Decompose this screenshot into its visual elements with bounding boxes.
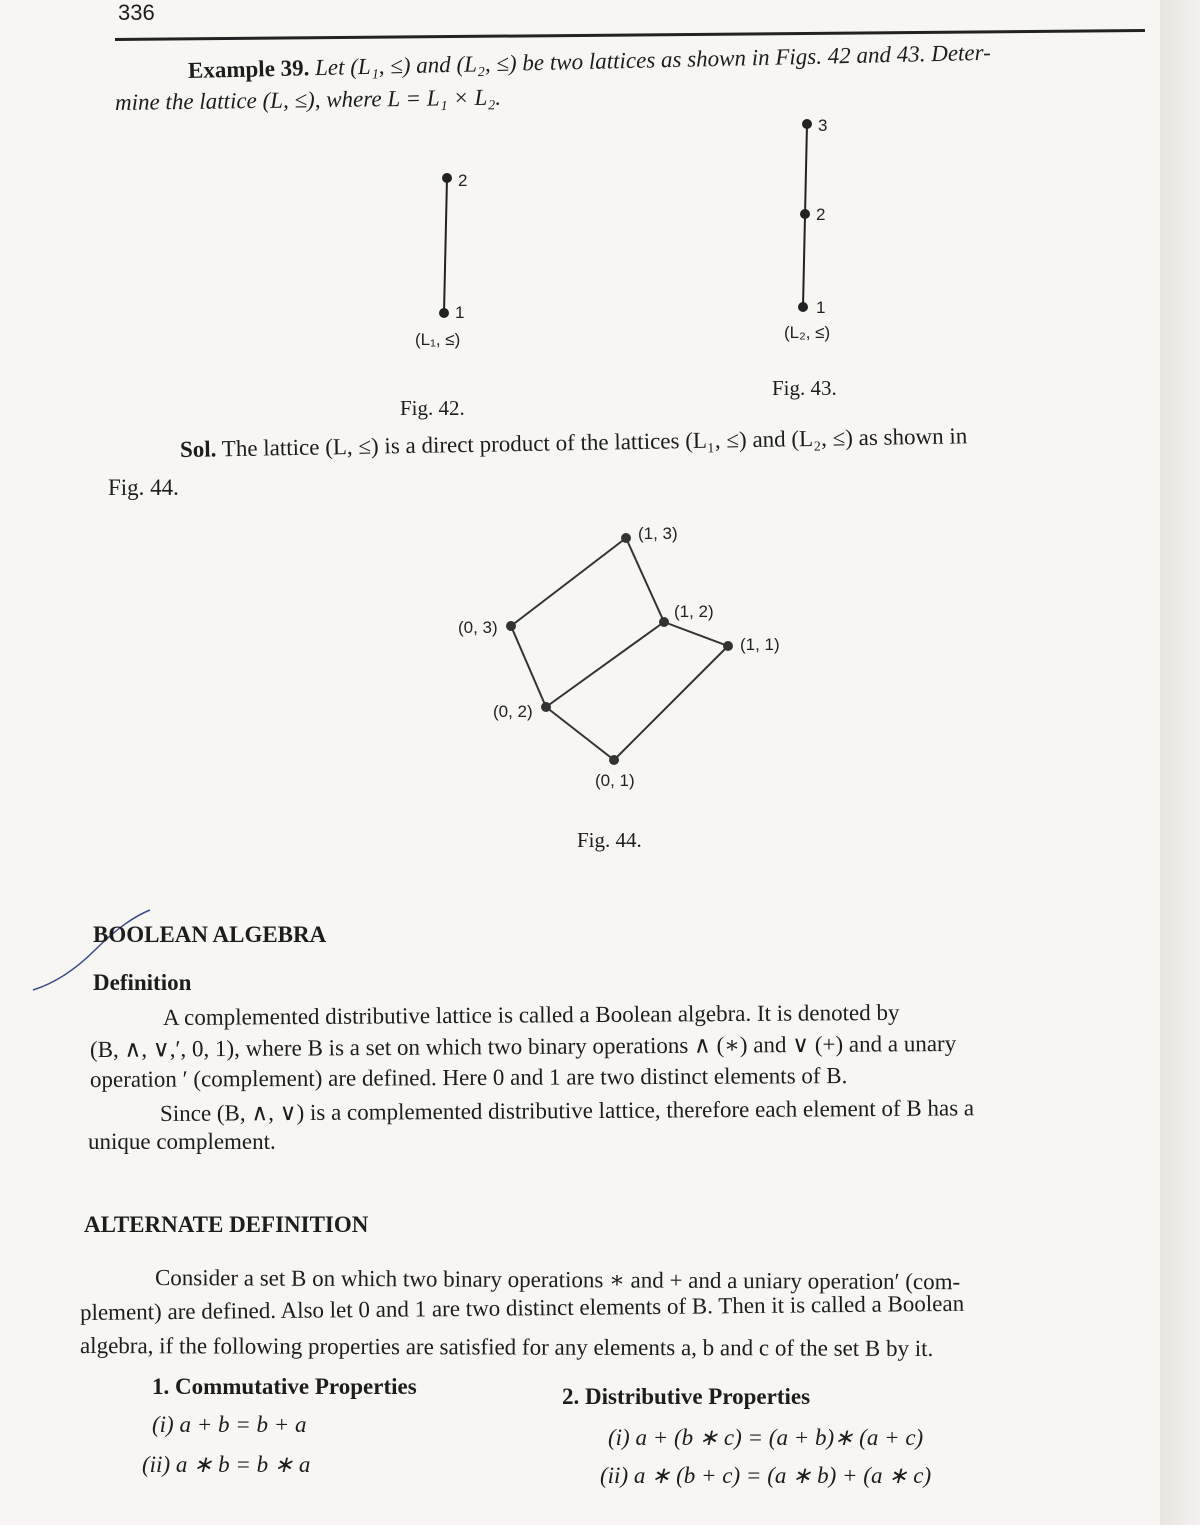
figures-42-43 <box>0 100 1200 360</box>
fig44-label-1-2: (1, 2) <box>674 602 714 621</box>
fig43-node-1-label: 1 <box>816 298 826 317</box>
alternate-line3: algebra, if the following properties are satisfied for any elements a, b and c of the set B by it. <box>79 1333 934 1361</box>
fig44-diagram <box>400 510 840 810</box>
boolean-algebra-heading: BOOLEAN ALGEBRA <box>93 922 327 947</box>
alternate-definition-heading: ALTERNATE DEFINITION <box>84 1212 369 1237</box>
fig44-label-0-3: (0, 3) <box>458 618 498 637</box>
distributive-item-1: (i) a + (b ∗ c) = (a + b)∗ (a + c) <box>608 1425 924 1450</box>
solution-label: Sol. <box>179 436 217 462</box>
page-number: 336 <box>118 0 155 25</box>
fig44-label-0-1: (0, 1) <box>595 771 635 790</box>
fig44-label-0-2: (0, 2) <box>493 702 533 721</box>
alternate-line1: Consider a set B on which two binary operations ∗ and + and a uniary operation′ (com- <box>154 1265 961 1295</box>
example-label: Example 39. <box>187 55 310 83</box>
fig44-node-1-1 <box>723 641 733 651</box>
fig44-node-0-3 <box>506 621 516 631</box>
example-text-1: Let (L₁, ≤) and (L₂, ≤) be two lattices as shown in Figs. 42 and 43. Deter- <box>314 39 992 81</box>
solution-line1 <box>180 423 968 463</box>
complement-line1: Since (B, ∧, ∨) is a complemented distributive lattice, therefore each element of B has a <box>159 1095 975 1126</box>
fig42-caption: Fig. 42. <box>400 396 465 420</box>
definition-heading: Definition <box>93 970 192 995</box>
fig43-diagram <box>784 116 830 342</box>
fig42-node-1-label: 1 <box>455 303 465 322</box>
fig43-node-2 <box>800 209 810 219</box>
fig43-node-1 <box>798 302 808 312</box>
fig43-node-3-label: 3 <box>818 116 828 135</box>
definition-line1: A complemented distributive lattice is called a Boolean algebra. It is denoted by <box>162 999 900 1030</box>
example-statement-line2: mine the lattice (L, ≤), where L = L₁ × L₂. <box>114 84 502 115</box>
fig44-node-1-2 <box>659 617 669 627</box>
fig43-node-3 <box>802 119 812 129</box>
complement-line2: unique complement. <box>88 1129 276 1154</box>
example-statement-line1 <box>188 40 991 84</box>
commutative-heading: 1. Commutative Properties <box>152 1374 417 1399</box>
fig44-node-1-3 <box>621 533 631 543</box>
fig42-diagram <box>415 171 467 349</box>
alternate-line2: plement) are defined. Also let 0 and 1 are two distinct elements of B. Then it is called a Boolean <box>79 1290 965 1325</box>
fig44-caption: Fig. 44. <box>577 828 642 852</box>
fig42-lattice-label: (L₁, ≤) <box>415 330 461 349</box>
fig43-lattice-label: (L₂, ≤) <box>784 323 831 342</box>
definition-line3: operation ′ (complement) are defined. Here 0 and 1 are two distinct elements of B. <box>89 1063 848 1092</box>
commutative-item-2: (ii) a ∗ b = b ∗ a <box>142 1452 311 1477</box>
solution-text-1: The lattice (L, ≤) is a direct product of the lattices (L₁, ≤) and (L₂, ≤) as shown in <box>221 423 968 462</box>
distributive-heading: 2. Distributive Properties <box>562 1384 811 1409</box>
fig43-caption: Fig. 43. <box>772 376 837 400</box>
definition-line2: (B, ∧, ∨,′, 0, 1), where B is a set on which two binary operations ∧ (∗) and ∨ (+) and a unary <box>89 1030 957 1062</box>
commutative-item-1: (i) a + b = b + a <box>152 1412 307 1437</box>
fig42-node-1 <box>439 308 449 318</box>
fig42-node-2 <box>442 173 452 183</box>
fig44-node-0-2 <box>541 702 551 712</box>
solution-line2: Fig. 44. <box>108 475 179 500</box>
fig44-label-1-1: (1, 1) <box>740 635 780 654</box>
fig44-label-1-3: (1, 3) <box>638 524 678 543</box>
fig43-node-2-label: 2 <box>816 205 826 224</box>
fig44-node-0-1 <box>609 755 619 765</box>
distributive-item-2: (ii) a ∗ (b + c) = (a ∗ b) + (a ∗ c) <box>600 1463 932 1488</box>
fig42-node-2-label: 2 <box>458 171 468 190</box>
